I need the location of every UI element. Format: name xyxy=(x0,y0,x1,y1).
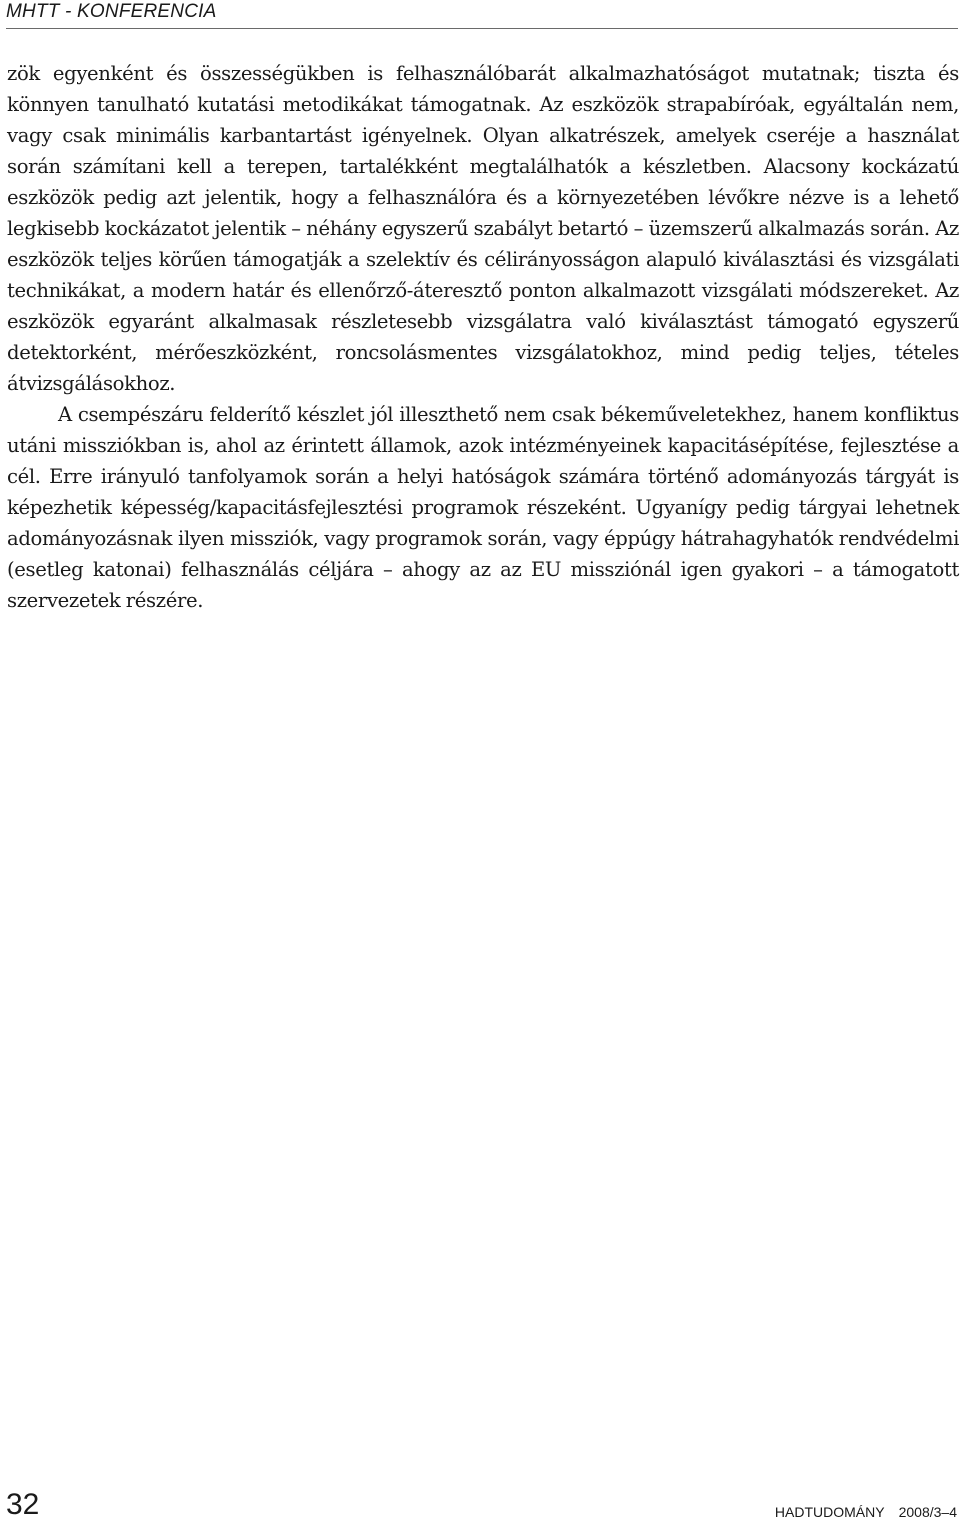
page-number: 32 xyxy=(6,1488,40,1521)
paragraph-2: A csempészáru felderítő készlet jól illeszthető nem csak békeműveletekhez, hanem konfliktus utáni missziókban is, ahol az érintett államok, azok intézményeinek kapacitásépítése, fejlesztése a cél. Erre irányuló tanfolyamok során a helyi hatóságok számára történő adományozás tárgyát is képezhetik képesség/kapacitásfejlesztési programok részeként. Ugyanígy pedig tárgyai lehetnek adományozásnak ilyen missziók, vagy programok során, vagy éppúgy hátrahagyhatók rendvédelmi (esetleg katonai) felhasználás céljára – ahogy az az EU missziónál igen gyakori – a támogatott szervezetek részére. xyxy=(7,403,959,612)
article-body xyxy=(7,58,959,616)
issue-number: 2008/3–4 xyxy=(898,1504,957,1520)
paragraph-1: zök egyenként és összességükben is felhasználóbarát alkalmazhatóságot mutatnak; tiszta és könnyen tanulható kutatási metodikákat támogatnak. Az eszközök strapabíróak, egyáltalán nem, vagy csak minimális karbantartást igényelnek. Olyan alkatrészek, amelyek cseréje a használat során számítani kell a terepen, tartalékként megtalálhatók a készletben. Alacsony kockázatú eszközök pedig azt jelentik, hogy a felhasználóra és a környezetében lévőkre nézve is a lehető legkisebb kockázatot jelentik – néhány egyszerű szabályt betartó – üzemszerű alkalmazás során. Az eszközök teljes körűen támogatják a szelektív és célirányosságon alapuló kiválasztási és vizsgálati technikákat, a modern határ és ellenőrző-áteresztő ponton alkalmazott vizsgálati módszereket. Az eszközök egyaránt alkalmasak részletesebb vizsgálatra való kiválasztást támogató egyszerű detektorként, mérőeszközként, roncsolásmentes vizsgálatokhoz, mind pedig teljes, tételes átvizsgálásokhoz. xyxy=(7,62,959,395)
footer-journal-info xyxy=(775,1504,957,1520)
journal-name: HADTUDOMÁNY xyxy=(774,1504,885,1520)
header-divider xyxy=(6,28,958,29)
running-header: MHTT - KONFERENCIA xyxy=(6,1,217,22)
